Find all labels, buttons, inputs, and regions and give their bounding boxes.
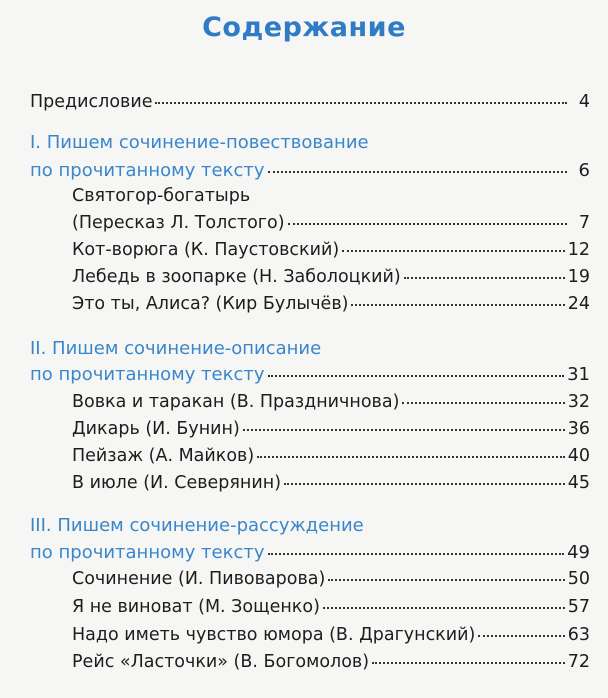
toc-entry-preface[interactable] (30, 92, 590, 112)
dot-leader (155, 102, 567, 104)
toc-entry-label: по прочитанному тексту (30, 542, 265, 563)
toc-entry-label: Рейс «Ласточки» (В. Богомолов) (72, 652, 370, 672)
toc-entry-label: Надо иметь чувство юмора (В. Драгунский) (72, 625, 476, 645)
dot-leader (268, 553, 565, 555)
dot-leader (404, 277, 565, 279)
toc-entry-page: 63 (567, 625, 590, 645)
dot-leader (328, 579, 564, 581)
toc-entry-label: Лебедь в зоопарке (Н. Заболоцкий) (72, 267, 401, 287)
page-title: Содержание (202, 12, 406, 43)
toc-entry-page: 50 (567, 569, 590, 589)
toc-entry-page: 36 (567, 419, 590, 439)
toc-entry-page: 7 (578, 213, 590, 233)
toc-entry-page: 32 (567, 392, 590, 412)
section-heading-3: III. Пишем сочинение-рассуждение (30, 515, 364, 536)
dot-leader (243, 429, 565, 431)
toc-entry-label: (Пересказ Л. Толстого) (72, 213, 285, 233)
toc-entry-page: 49 (567, 542, 590, 563)
toc-entry-label: Дикарь (И. Бунин) (72, 419, 240, 439)
toc-entry[interactable] (72, 267, 590, 287)
dot-leader (372, 662, 565, 664)
toc-entry-label: В июле (И. Северянин) (72, 473, 282, 493)
toc-entry-page: 72 (567, 652, 590, 672)
toc-entry-label: Это ты, Алиса? (Кир Булычёв) (72, 294, 349, 314)
toc-entry-page: 40 (567, 446, 590, 466)
toc-entry-page: 31 (567, 364, 590, 385)
toc-entry-page: 6 (578, 160, 590, 181)
toc-entry-label: Кот-ворюга (К. Паустовский) (72, 240, 340, 260)
dot-leader (342, 250, 565, 252)
toc-entry[interactable] (72, 473, 590, 493)
toc-entry-page: 19 (567, 267, 590, 287)
dot-leader (284, 483, 565, 485)
toc-entry[interactable] (72, 569, 590, 589)
toc-entry[interactable] (72, 213, 590, 233)
toc-entry[interactable] (72, 597, 590, 617)
toc-entry[interactable] (72, 419, 590, 439)
toc-entry-section-3[interactable] (30, 542, 590, 563)
toc-entry-page: 57 (567, 597, 590, 617)
dot-leader (257, 456, 565, 458)
toc-entry-label: Я не виноват (М. Зощенко) (72, 597, 320, 617)
dot-leader (351, 304, 564, 306)
section-heading-1: I. Пишем сочинение-повествование (30, 132, 369, 153)
toc-entry-label: Святогор-богатырь (72, 186, 251, 206)
toc-entry-section-1[interactable] (30, 160, 590, 181)
toc-entry[interactable] (72, 625, 590, 645)
toc-entry-label: Вовка и таракан (В. Праздничнова) (72, 392, 400, 412)
toc-entry[interactable] (72, 392, 590, 412)
toc-entry-page: 12 (567, 240, 590, 260)
toc-entry-page: 4 (578, 92, 590, 112)
toc-entry-section-2[interactable] (30, 364, 590, 385)
dot-leader (268, 375, 565, 377)
toc-entry-label: Предисловие (30, 92, 153, 112)
toc-entry[interactable] (72, 446, 590, 466)
toc-entry-page: 24 (567, 294, 590, 314)
dot-leader (402, 402, 564, 404)
dot-leader (323, 607, 565, 609)
toc-entry[interactable] (72, 294, 590, 314)
toc-entry-label: Пейзаж (А. Майков) (72, 446, 255, 466)
toc-entry-label: по прочитанному тексту (30, 364, 265, 385)
dot-leader (478, 635, 564, 637)
section-heading-2: II. Пишем сочинение-описание (30, 338, 322, 359)
toc-entry-page: 45 (567, 473, 590, 493)
dot-leader (268, 171, 567, 173)
toc-entry[interactable] (72, 240, 590, 260)
toc-entry-label: Сочинение (И. Пивоварова) (72, 569, 326, 589)
toc-entry-label: по прочитанному тексту (30, 160, 265, 181)
toc-entry[interactable] (72, 652, 590, 672)
dot-leader (288, 223, 567, 225)
